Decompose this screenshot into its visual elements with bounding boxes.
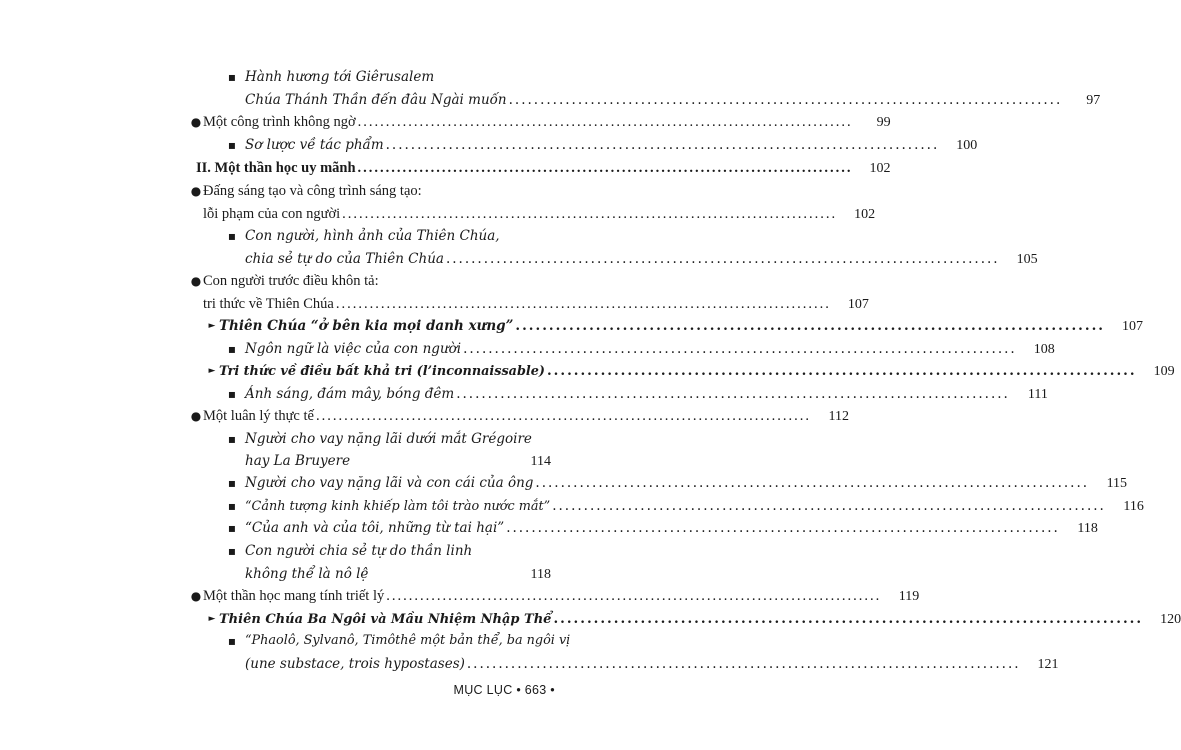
triangle-bullet-icon: ►: [208, 614, 216, 624]
toc-entry-title: “Của anh và của tôi, những từ tai hại”: [245, 520, 505, 536]
dot-leader: ........................................................................................: [357, 114, 853, 130]
toc-entry: [205, 360, 1175, 382]
square-bullet-icon: ▪: [227, 499, 237, 513]
dot-leader: ........................................................................................: [466, 656, 1021, 672]
page-number: 116: [1123, 499, 1144, 514]
toc-entry: [225, 225, 551, 247]
square-bullet-icon: ▪: [227, 432, 237, 446]
dot-leader: ........................................................................................: [535, 475, 1090, 491]
page-number: 121: [1037, 657, 1059, 672]
dot-leader: ........................................................................................: [342, 206, 838, 222]
square-bullet-icon: ▪: [227, 138, 237, 152]
toc-entry-title: Hành hương tới Giêrusalem: [245, 69, 435, 85]
toc-entry-title: Ngôn ngữ là việc của con người: [245, 341, 462, 357]
toc-entry-continuation: [203, 293, 869, 315]
round-bullet-icon: ●: [190, 589, 202, 603]
square-bullet-icon: ▪: [227, 229, 237, 243]
toc-entry: [187, 270, 551, 292]
dot-leader: ........................................................................................: [553, 611, 1144, 627]
toc-entry-title: “Phaolô, Sylvanô, Timôthê một bản thể, ba ngôi vị: [245, 633, 571, 648]
square-bullet-icon: ▪: [227, 544, 237, 558]
toc-entry: [225, 630, 571, 652]
dot-leader: ........................................................................................: [463, 341, 1017, 357]
toc-entry-title: Con người, hình ảnh của Thiên Chúa,: [245, 228, 500, 244]
toc-entry: [225, 66, 555, 88]
round-bullet-icon: ●: [190, 184, 202, 198]
triangle-bullet-icon: ►: [208, 366, 216, 376]
toc-entry-title: hay La Bruyere: [245, 453, 351, 469]
toc-entry-title: Con người trước điều khôn tả:: [203, 273, 379, 289]
toc-entry-title: Một luân lý thực tế: [203, 408, 314, 424]
page-number: 99: [876, 115, 891, 130]
toc-entry: [225, 383, 1048, 405]
page-number: 108: [1033, 342, 1055, 357]
toc-entry-title: chia sẻ tự do của Thiên Chúa: [245, 251, 444, 267]
page-number: 115: [1106, 476, 1128, 491]
dot-leader: ........................................................................................: [357, 160, 853, 176]
dot-leader: ........................................................................................: [445, 251, 1000, 267]
page-number: 107: [847, 297, 869, 312]
page-number: 102: [854, 207, 876, 222]
page-number: 97: [1086, 93, 1101, 108]
page-footer: MỤC LỤC • 663 •: [453, 683, 555, 697]
toc-entry: [225, 495, 1144, 517]
toc-entry: [187, 405, 849, 427]
toc-entry-title: Người cho vay nặng lãi và con cái của ông: [245, 475, 534, 491]
toc-entry-continuation: [203, 203, 876, 225]
page-number: 109: [1153, 364, 1175, 379]
toc-entry: [205, 608, 1181, 630]
toc-entry-title: Thiên Chúa “ở bên kia mọi danh xưng”: [219, 318, 514, 334]
round-bullet-icon: ●: [190, 115, 202, 129]
round-bullet-icon: ●: [190, 409, 202, 423]
toc-entry-continuation: [245, 653, 1059, 675]
toc-entry-title: Tri thức về điều bất khả tri (l’inconnaissable): [219, 364, 545, 379]
dot-leader: ........................................................................................: [552, 498, 1106, 514]
toc-entry-title: Sơ lược về tác phẩm: [245, 137, 384, 153]
page-number: 119: [898, 589, 920, 604]
page-number: 120: [1160, 612, 1181, 627]
toc-entry-title: “Cảnh tượng kinh khiếp làm tôi trào nước mắt”: [245, 499, 551, 514]
page-number: 107: [1122, 319, 1143, 334]
square-bullet-icon: ▪: [227, 634, 237, 648]
toc-entry-title: lỗi phạm của con người: [203, 206, 341, 222]
toc-entry-continuation: [245, 563, 551, 585]
page-number: 100: [956, 138, 978, 153]
toc-entry-title: Ánh sáng, đám mây, bóng đêm: [245, 386, 455, 402]
page-number: 112: [828, 409, 849, 424]
dot-leader: ........................................................................................: [385, 137, 940, 153]
toc-entry: [225, 338, 1055, 360]
round-bullet-icon: ●: [190, 274, 202, 288]
toc-entry: [225, 428, 551, 450]
toc-entry-continuation: [245, 450, 551, 472]
square-bullet-icon: ▪: [227, 70, 237, 84]
dot-leader: ........................................................................................: [546, 363, 1137, 379]
toc-entry-title: Một thần học mang tính triết lý: [203, 588, 385, 604]
dot-leader: ........................................................................................: [335, 296, 831, 312]
toc-entry: [187, 111, 891, 133]
toc-entry-continuation: [245, 248, 1038, 270]
page-number: 105: [1016, 252, 1038, 267]
toc-entry-title: tri thức về Thiên Chúa: [203, 296, 334, 312]
triangle-bullet-icon: ►: [208, 321, 216, 331]
toc-entry-title: Chúa Thánh Thần đến đâu Ngài muốn: [245, 92, 507, 108]
page-number: 102: [869, 161, 891, 176]
page-number: 118: [530, 567, 551, 582]
square-bullet-icon: ▪: [227, 342, 237, 356]
toc-entry-title: Thiên Chúa Ba Ngôi và Mầu Nhiệm Nhập Thể: [219, 612, 552, 627]
toc-entry: [225, 134, 978, 156]
toc-entry: [187, 585, 920, 607]
toc-entry: [187, 180, 551, 202]
toc-entry: [205, 315, 1143, 337]
dot-leader: ........................................................................................: [506, 520, 1060, 536]
toc-entry-title: II. Một thần học uy mãnh: [196, 160, 356, 176]
page-number: 111: [1027, 387, 1048, 402]
toc-entry-title: Người cho vay nặng lãi dưới mắt Grégoire: [245, 431, 532, 447]
square-bullet-icon: ▪: [227, 387, 237, 401]
page-number: 118: [1077, 521, 1098, 536]
toc-section-heading: [196, 157, 891, 179]
toc-entry-title: (une substace, trois hypostases): [245, 656, 465, 672]
toc-entry-title: Con người chia sẻ tự do thần linh: [245, 543, 473, 559]
dot-leader: ........................................................................................: [386, 588, 882, 604]
square-bullet-icon: ▪: [227, 521, 237, 535]
dot-leader: ........................................................................................: [515, 318, 1105, 334]
dot-leader: ........................................................................................: [456, 386, 1010, 402]
square-bullet-icon: ▪: [227, 476, 237, 490]
toc-entry: [225, 517, 1098, 539]
toc-entry-title: không thể là nô lệ: [245, 566, 369, 582]
toc-entry: [225, 540, 551, 562]
toc-entry-title: Đấng sáng tạo và công trình sáng tạo:: [203, 183, 422, 199]
dot-leader: ........................................................................................: [315, 408, 811, 424]
page-number: 114: [530, 454, 551, 469]
dot-leader: ........................................................................................: [508, 92, 1063, 108]
toc-entry-continuation: [245, 89, 1101, 111]
toc-entry-title: Một công trình không ngờ: [203, 114, 356, 130]
toc-entry: [225, 472, 1128, 494]
